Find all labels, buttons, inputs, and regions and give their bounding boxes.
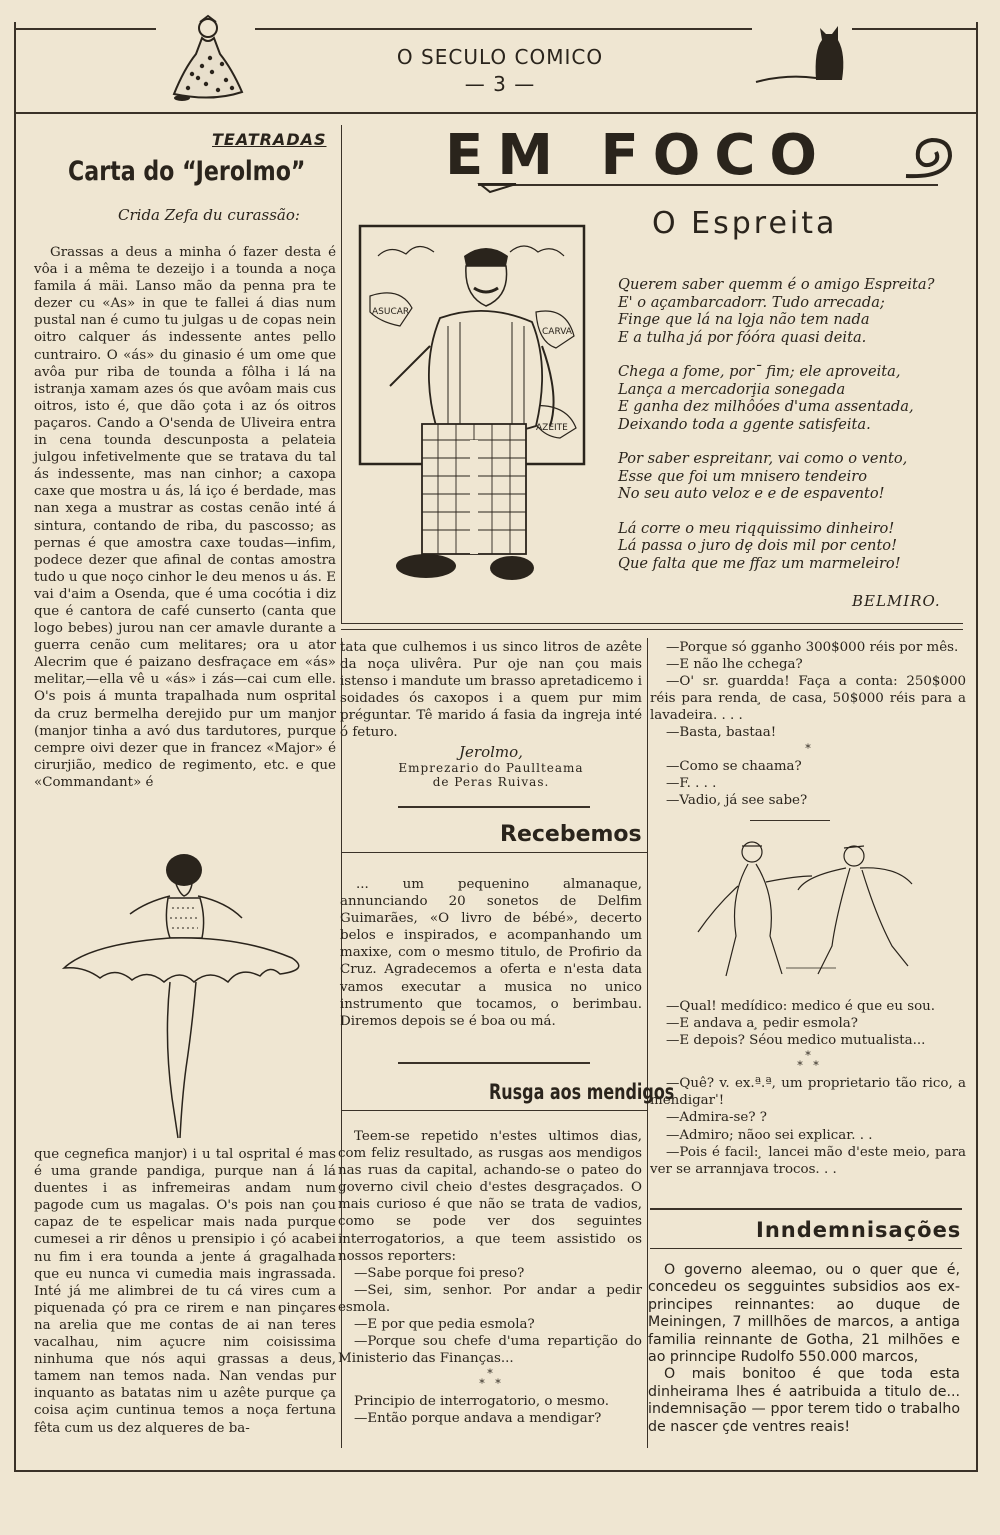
article-column [650,998,966,1178]
sack-label: CARVA [542,327,572,337]
header-rule [14,112,976,114]
section-heading: Inndemnisações [756,1218,962,1242]
section-heading: Rusga aos mendigos [489,1080,675,1104]
poem-line: E' o açambarcadorr. Tudo arrecada; [618,293,885,311]
newspaper-title: O SECULO COMICO [396,45,604,69]
poem-line: Por saber espreitanr, vai como o vento, [618,450,908,467]
ballerina-illustration [60,848,320,1148]
signature-title: de Peras Ruivas. [432,774,550,789]
poem-line: Chega a fome, porˉ fim; ele aproveita, [618,363,901,380]
poem-line: E ganha dez milhôóes d'uma assentada, [618,398,914,415]
section-rule [341,1110,647,1111]
dialogue-line: —Sei, sim, senhor. Por andar a pedir esmola. [338,1282,642,1315]
section-rule [650,1248,962,1249]
masthead [300,44,700,98]
article-column [650,639,966,809]
section-stars: * * * [479,1367,501,1391]
poem-line: Finge que lá na lo̧ja não tem nada [618,311,870,328]
article-headline: Carta do “Jerolmo” [68,156,306,187]
poem-line: Lá passa o juro dȩ dois mil por cento! [618,537,897,554]
article-column [34,1146,336,1437]
dialogue-line: —Sabe porque foi preso? [354,1265,525,1281]
signature-block [340,744,642,789]
dialogue-line: —Basta, bastaa! [666,725,777,741]
section-rule [341,852,647,853]
sack-label: ASUCAR [372,307,410,317]
article-paragraph: O governo aleemao, ou o quer que é, concedeu os segguintes subsidios aos ex-principes reinnantes: ao duque de Meiningen, 7 millhões de marcos, a antiga familia reinnante de Gotha, 21 milhões e ao prinncipe Rudolfo 550.000 marcos, [648,1262,960,1366]
ornamental-rule [750,820,830,821]
poem-stanza [618,520,968,573]
poem-line: E a tulha já por fóóra quasi deita. [618,328,867,346]
poem-stanza [618,276,968,346]
dialogue-line: —F. . . . [666,775,717,791]
poem-line: Lá corre o meu riqquissimo dinheiro! [618,519,895,537]
section-rule [341,623,963,624]
dialogue-line: —Qual! medídico: medico é que eu sou. [666,999,936,1014]
section-heading: Recebemos [500,822,642,847]
article-paragraph: O mais bonitoo é que toda esta dinheirama lhes é aatribuida a titulo de... indemnisação — ppor terem tido o trabalho de nascer çde ventres reais! [648,1366,960,1435]
sack-label: AZEITE [536,423,568,433]
dialogue-line: —Porque sou chefe d'uma repartição do Ministerio das Finanças... [338,1334,642,1367]
section-rule [650,1208,962,1210]
poem-line: No seu auto veloz e e de espavento! [618,485,885,502]
poem-line: Querem saber quemm é o amigo Espreita? [618,276,935,293]
section-subtitle: O Espreita [652,206,838,241]
cat-ornament-icon [756,20,850,86]
poem-stanza [618,450,968,503]
arrow-ornament-icon [478,180,518,194]
header-rule [14,28,156,30]
dialogue-line: —E depois? Séou medico mutualista... [666,1033,926,1049]
dialogue-line: —Quê? v. ex.ª.ª, um proprietario tão rico, a mendigarˈ! [650,1076,966,1109]
article-column [648,1262,960,1436]
signature-title: Emprezario do Paullteama [398,760,584,775]
poem-stanza [618,363,968,433]
article-paragraph: Grassas a deus a minha ó fazer desta é vôa i a mêma te dezeijo i a tounda a noça famila á mäi. Lanso mão da penna pra te dezer cu «As» in que te fallei á dias num pustal nan é cumo tu julgas u de copas nein oitro calquer ás indessente antes pello cuntrairo. O «ás» du ginasio é um ome que avôa pur riba de tounda a fôlha i lá na istranja xamam azes ós que avôam mais cus oitros, isto é, que dão çota i az ós oitros paçaros. Cando a O'senda de Uliveira entra in cena tounda descunposta a pelateia julgou infetivelmente que se tratava du tal ás indessente, mas nan cinhor; a caxopa caxe que mostra u ás, lá iço é berdade, mas nan xega a mustrar as costas cenão inté á sintura, contando de riba, du pascosso; as pernas é que amostra caxe toudas—infim, podece dezer que afinal de contas amostra tudo u que noço cinhor le deu menos u ás. E vai d'aim a Osenda, que é uma cocótia i diz que é cantora de café cunserto (canta que logo bebes) jurou nan cer amavle durante a guerra cenão cum melitares; ora u ator Alecrim que é paizano desfraçace em «ás» melitar,—ella vê u «ás» i zás—cai cum elle. O's pois á munta trapalhada num osprital da cruz bermelha derejido pur um manjor (manjor tinha a avó dus tardutores, purque cempre oivi dezer que in francez «Major» é cirurjião, medico de regimento, etc. e que «Commandant» é [34,245,336,790]
dialogue-line: —E andava a ̧ pedir esmola? [666,1016,858,1032]
swirl-ornament-icon [902,134,956,184]
girl-ornament-icon [162,14,254,104]
article-column [340,639,642,789]
ornamental-rule [398,806,590,808]
article-paragraph: ... um pequenino almanaque, annunciando 20 sonetos de Delfim Guimarães, «O livro de bébé», decerto belos e inspirados, e acompanhando um maxixe, com o mesmo titulo, de Profirio da Cruz. Agradecemos a oferta e n'esta data vamos executar a musica no unico instrumento que tocamos, o berimbau. Diremos depois se é boa ou má. [340,877,642,1029]
section-title: EM FOCO [445,123,832,188]
dialogue-line: —Admiro; nãoo sei explicar. . . [666,1127,873,1143]
dialogue-line: —O' sr. guardda! Faça a conta: 250$000 réis para renda ̧ de casa, 50$000 réis para a lavadeira. . . . [650,674,966,724]
poem-line: Que falta que me ffaz um marmeleiro! [618,554,901,572]
dialogue-line: —Vadio, já see sabe? [666,792,808,808]
poem-line: Esse que foi um mnisero tendeiro [618,467,868,485]
ornamental-rule [398,1062,590,1064]
dialogue-line: Principio de interrogatorio, o mesmo. [354,1394,609,1410]
column-divider [341,125,342,623]
poem [618,276,968,589]
article-column [338,1128,642,1428]
poem-line: Deixando toda a ggente satisfeita. [618,415,871,433]
dialogue-line: —Pois é facil: ̧ lancei mão d'este meio, para ver se arrannjava trocos. . . [650,1144,966,1177]
dialogue-line: —E por que pedia esmola? [354,1317,535,1333]
dialogue-line: —Porque só gganho 300$000 réis por mês. [666,640,959,655]
section-stars: * [805,741,811,755]
article-paragraph: Teem-se repetido n'estes ultimos dias, com feliz resultado, as rusgas aos mendigos nas ruas da capital, achando-se o pateo do governo civil cheio d'estes desgraçados. O mais curioso é que não se trata de vadios, como se pode ver dos seguintes interrogatorios, a que teem assistido os nossos reporters: [338,1129,642,1264]
section-kicker: TEATRADAS [212,130,327,149]
article-paragraph: tata que culhemos i us sinco litros de azête da noça ulivêra. Pur oje nan çou mais istenso i mandute um brasso apretadicemo i soidades ós caxopos i a quem pur mim préguntar. Tê marido á fasia da ingreja inté ó feturo. [340,640,642,741]
title-rule [478,184,938,186]
poem-author: BELMIRO. [852,592,941,610]
article-column [340,876,642,1030]
poem-line: Lança a mercadori̧ia sonegada [618,380,846,398]
header-rule [852,28,976,30]
beggars-sketch [686,836,932,986]
article-paragraph: que cegnefica manjor) i u tal osprital é mas é uma grande pandiga, purque nan á lá duentes i as infremeiras andam num pagode cum us magalas. O's pois nan çou capaz de te espelicar mais nada purque cumesei a rir dênos u prensipio i çó acabei nu fim i era tounda a jente á gragalhada que eu nunca vi cumedia mais ingrassada. Inté já me alimbrei de tu cá vires cum a piquenada çó pra ce rirem e nan pinçares na arelia que me contas de ai nan teres vacalhau, nim açucre nim coisissima ninhuma que nós aqui grassas a deus, tamem nan temos nada. Nan vendas pur inquanto as batatas nim u azête purque ça coisa açim cuntinua temos a noça fertuna fêta cum us dez alqueres de ba- [34,1147,336,1436]
section-stars: * * * [797,1049,819,1073]
profiteer-cartoon [360,226,586,594]
dialogue-line: —Admira-se? ? [666,1110,767,1126]
letter-salutation: Crida Zefa du curassão: [118,206,300,224]
signature-name: Jerolmo, [459,742,523,761]
header-rule [255,28,752,30]
article-column [34,244,336,791]
dialogue-line: —Então porque andava a mendigar? [354,1411,602,1427]
page-number: — 3 — [464,72,536,96]
dialogue-line: —Como se chaama? [666,758,802,774]
dialogue-line: —E não lhe cchega? [666,657,803,673]
section-rule [341,629,963,630]
